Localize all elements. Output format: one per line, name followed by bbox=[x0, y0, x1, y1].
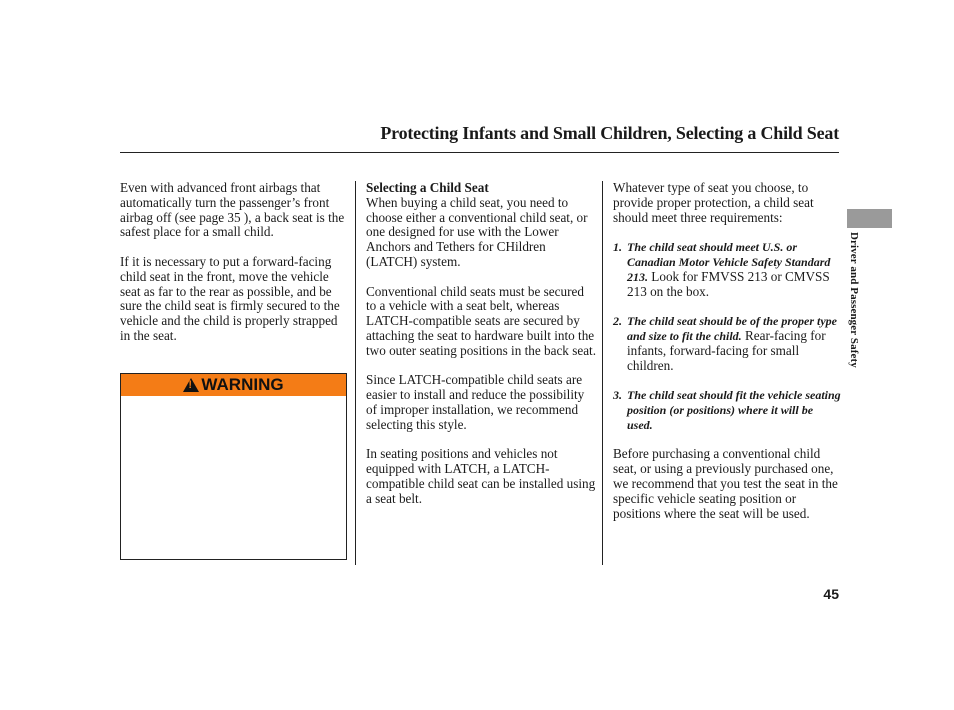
warning-header bbox=[121, 374, 346, 396]
warning-triangle-icon bbox=[183, 378, 199, 392]
title-rule bbox=[120, 152, 839, 153]
page-number: 45 bbox=[823, 586, 839, 602]
requirement-item bbox=[613, 314, 841, 373]
column-1 bbox=[120, 181, 348, 359]
section-tab-label: Driver and Passenger Safety bbox=[848, 232, 860, 368]
col2-paragraph-1: When buying a child seat, you need to choose either a conventional child seat, or one designed for use with the Lower Anchors and Tethers for CHildren (LATCH) system. bbox=[366, 194, 588, 269]
col2-paragraph-3: Since LATCH-compatible child seats are easier to install and reduce the possibility of improper installation, we recommend selecting this style. bbox=[366, 372, 585, 432]
requirement-title: The child seat should meet U.S. or Canadian Motor Vehicle Safety Standard 213. bbox=[627, 240, 831, 284]
requirement-title: The child seat should fit the vehicle seating position (or positions) where it will be used. bbox=[627, 388, 841, 432]
column-3 bbox=[613, 181, 841, 536]
requirement-number: 3. bbox=[613, 388, 622, 403]
col2-paragraph-2: Conventional child seats must be secured to a vehicle with a seat belt, whereas LATCH-compatible seats are secured by attaching the seat to hardware built into the two outer seating positions in the back seat. bbox=[366, 283, 597, 358]
requirement-text: Look for FMVSS 213 or CMVSS 213 on the box. bbox=[627, 268, 830, 299]
column-divider-2 bbox=[602, 181, 603, 565]
col3-outro: Before purchasing a conventional child seat, or using a previously purchased one, we recommend that you test the seat in the specific vehicle seating position or positions where the seat will be used. bbox=[613, 446, 838, 521]
requirement-number: 1. bbox=[613, 240, 622, 255]
section-tab bbox=[847, 209, 892, 228]
col2-paragraph-4: In seating positions and vehicles not equipped with LATCH, a LATCH-compatible child seat can be installed using a seat belt. bbox=[366, 446, 596, 506]
col1-paragraph-1: Even with advanced front airbags that automatically turn the passenger’s front airbag off (see page 35 ), a back seat is the safest place for a small child. bbox=[120, 180, 345, 240]
warning-label: WARNING bbox=[201, 375, 284, 394]
column-divider-1 bbox=[355, 181, 356, 565]
requirement-title: The child seat should be of the proper type and size to fit the child. bbox=[627, 314, 837, 343]
requirement-text: Rear-facing for infants, forward-facing for small children. bbox=[627, 327, 826, 373]
warning-box bbox=[120, 373, 347, 560]
requirement-number: 2. bbox=[613, 314, 622, 329]
requirement-item bbox=[613, 388, 841, 432]
page-title: Protecting Infants and Small Children, Selecting a Child Seat bbox=[380, 123, 839, 143]
column-2 bbox=[366, 181, 596, 521]
requirement-item bbox=[613, 240, 841, 299]
col1-paragraph-2: If it is necessary to put a forward-facing child seat in the front, move the vehicle seat as far to the rear as possible, and be sure the child seat is firmly secured to the vehicle and the child is properly strapped in the seat. bbox=[120, 253, 340, 343]
col3-intro: Whatever type of seat you choose, to provide proper protection, a child seat should meet three requirements: bbox=[613, 180, 814, 225]
section-heading: Selecting a Child Seat bbox=[366, 180, 489, 195]
